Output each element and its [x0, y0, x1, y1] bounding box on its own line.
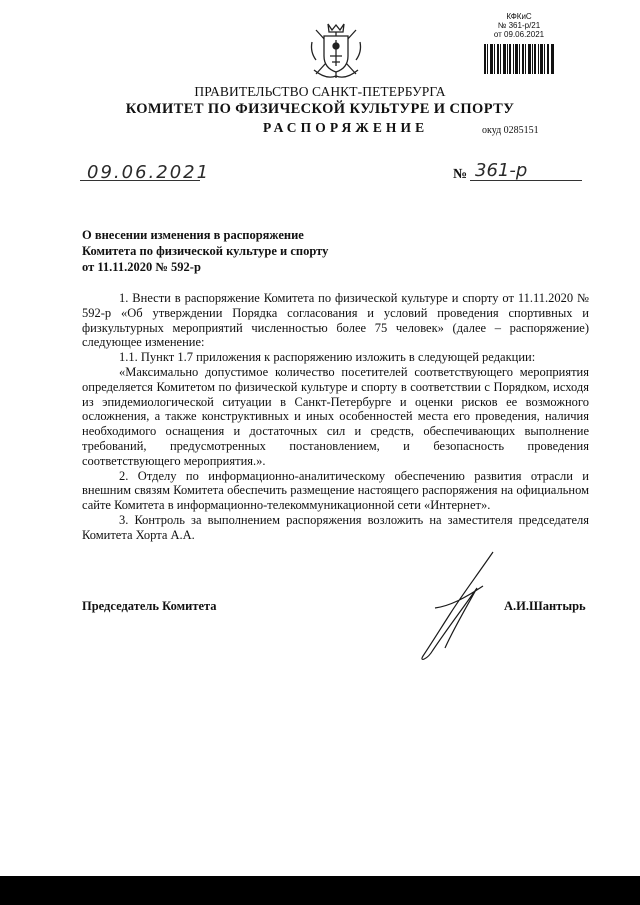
coat-of-arms-icon	[306, 20, 366, 84]
stamp-reg-date: от 09.06.2021	[493, 30, 545, 39]
paragraph: 1. Внести в распоряжение Комитета по физической культуре и спорту от 11.11.2020 № 592-р «Об утверждении Порядка согласования и условий проведения спортивных и физкультурных мероприятий численностью более 75 человек» (далее – распоряжение) следующее изменение:	[82, 291, 589, 350]
signatory-name: А.И.Шантырь	[504, 599, 586, 613]
paragraph: 3. Контроль за выполнением распоряжения возложить на заместителя председателя Комитета Хорта А.А.	[82, 512, 589, 542]
document-subject	[82, 227, 382, 275]
document-body	[82, 291, 589, 543]
subject-line: О внесении изменения в распоряжение	[82, 228, 304, 242]
committee-title: КОМИТЕТ ПО ФИЗИЧЕСКОЙ КУЛЬТУРЕ И СПОРТУ	[125, 101, 515, 117]
government-title: ПРАВИТЕЛЬСТВО САНКТ-ПЕТЕРБУРГА	[194, 84, 446, 99]
number-underline	[470, 180, 582, 181]
handwritten-signature-icon	[405, 548, 500, 666]
document-number: 361-р	[475, 160, 528, 181]
subject-line: от 11.11.2020 № 592-р	[82, 260, 201, 274]
document-type: РАСПОРЯЖЕНИЕ	[263, 120, 429, 135]
stamp-reg-number: № 361-р/21	[497, 21, 541, 30]
date-underline	[80, 180, 200, 181]
stamp-org: КФКиС	[506, 12, 532, 21]
paragraph: 2. Отделу по информационно-аналитическому обеспечению развития отрасли и внешним связям Комитета обеспечить размещение настоящего распоряжения на официальном сайте Комитета в информационно-телекоммуникационной сети «Интернет».	[82, 468, 589, 513]
barcode-icon	[484, 44, 554, 74]
okud-code: окуд 0285151	[482, 125, 539, 136]
scan-border	[0, 876, 640, 905]
paragraph: «Максимально допустимое количество посетителей соответствующего мероприятия определяется Комитетом по физической культуре и спорту в соответствии с Порядком, исходя из эпидемиологической ситуации в Санкт-Петербурге и оценки рисков ее возможного осложнения, а также конструктивных и иных особенностей места его проведения, наличия необходимого оснащения и достаточных сил и средств, обеспечивающих выполнение требований, предусмотренных постановлением, и безопасность проведения соответствующего мероприятия.».	[82, 364, 589, 468]
document-date: 09.06.2021	[87, 162, 211, 183]
registration-stamp	[483, 12, 555, 39]
number-sign: №	[453, 167, 468, 182]
paragraph: 1.1. Пункт 1.7 приложения к распоряжению изложить в следующей редакции:	[119, 350, 536, 365]
subject-line: Комитета по физической культуре и спорту	[82, 244, 329, 258]
signatory-position: Председатель Комитета	[82, 599, 217, 613]
